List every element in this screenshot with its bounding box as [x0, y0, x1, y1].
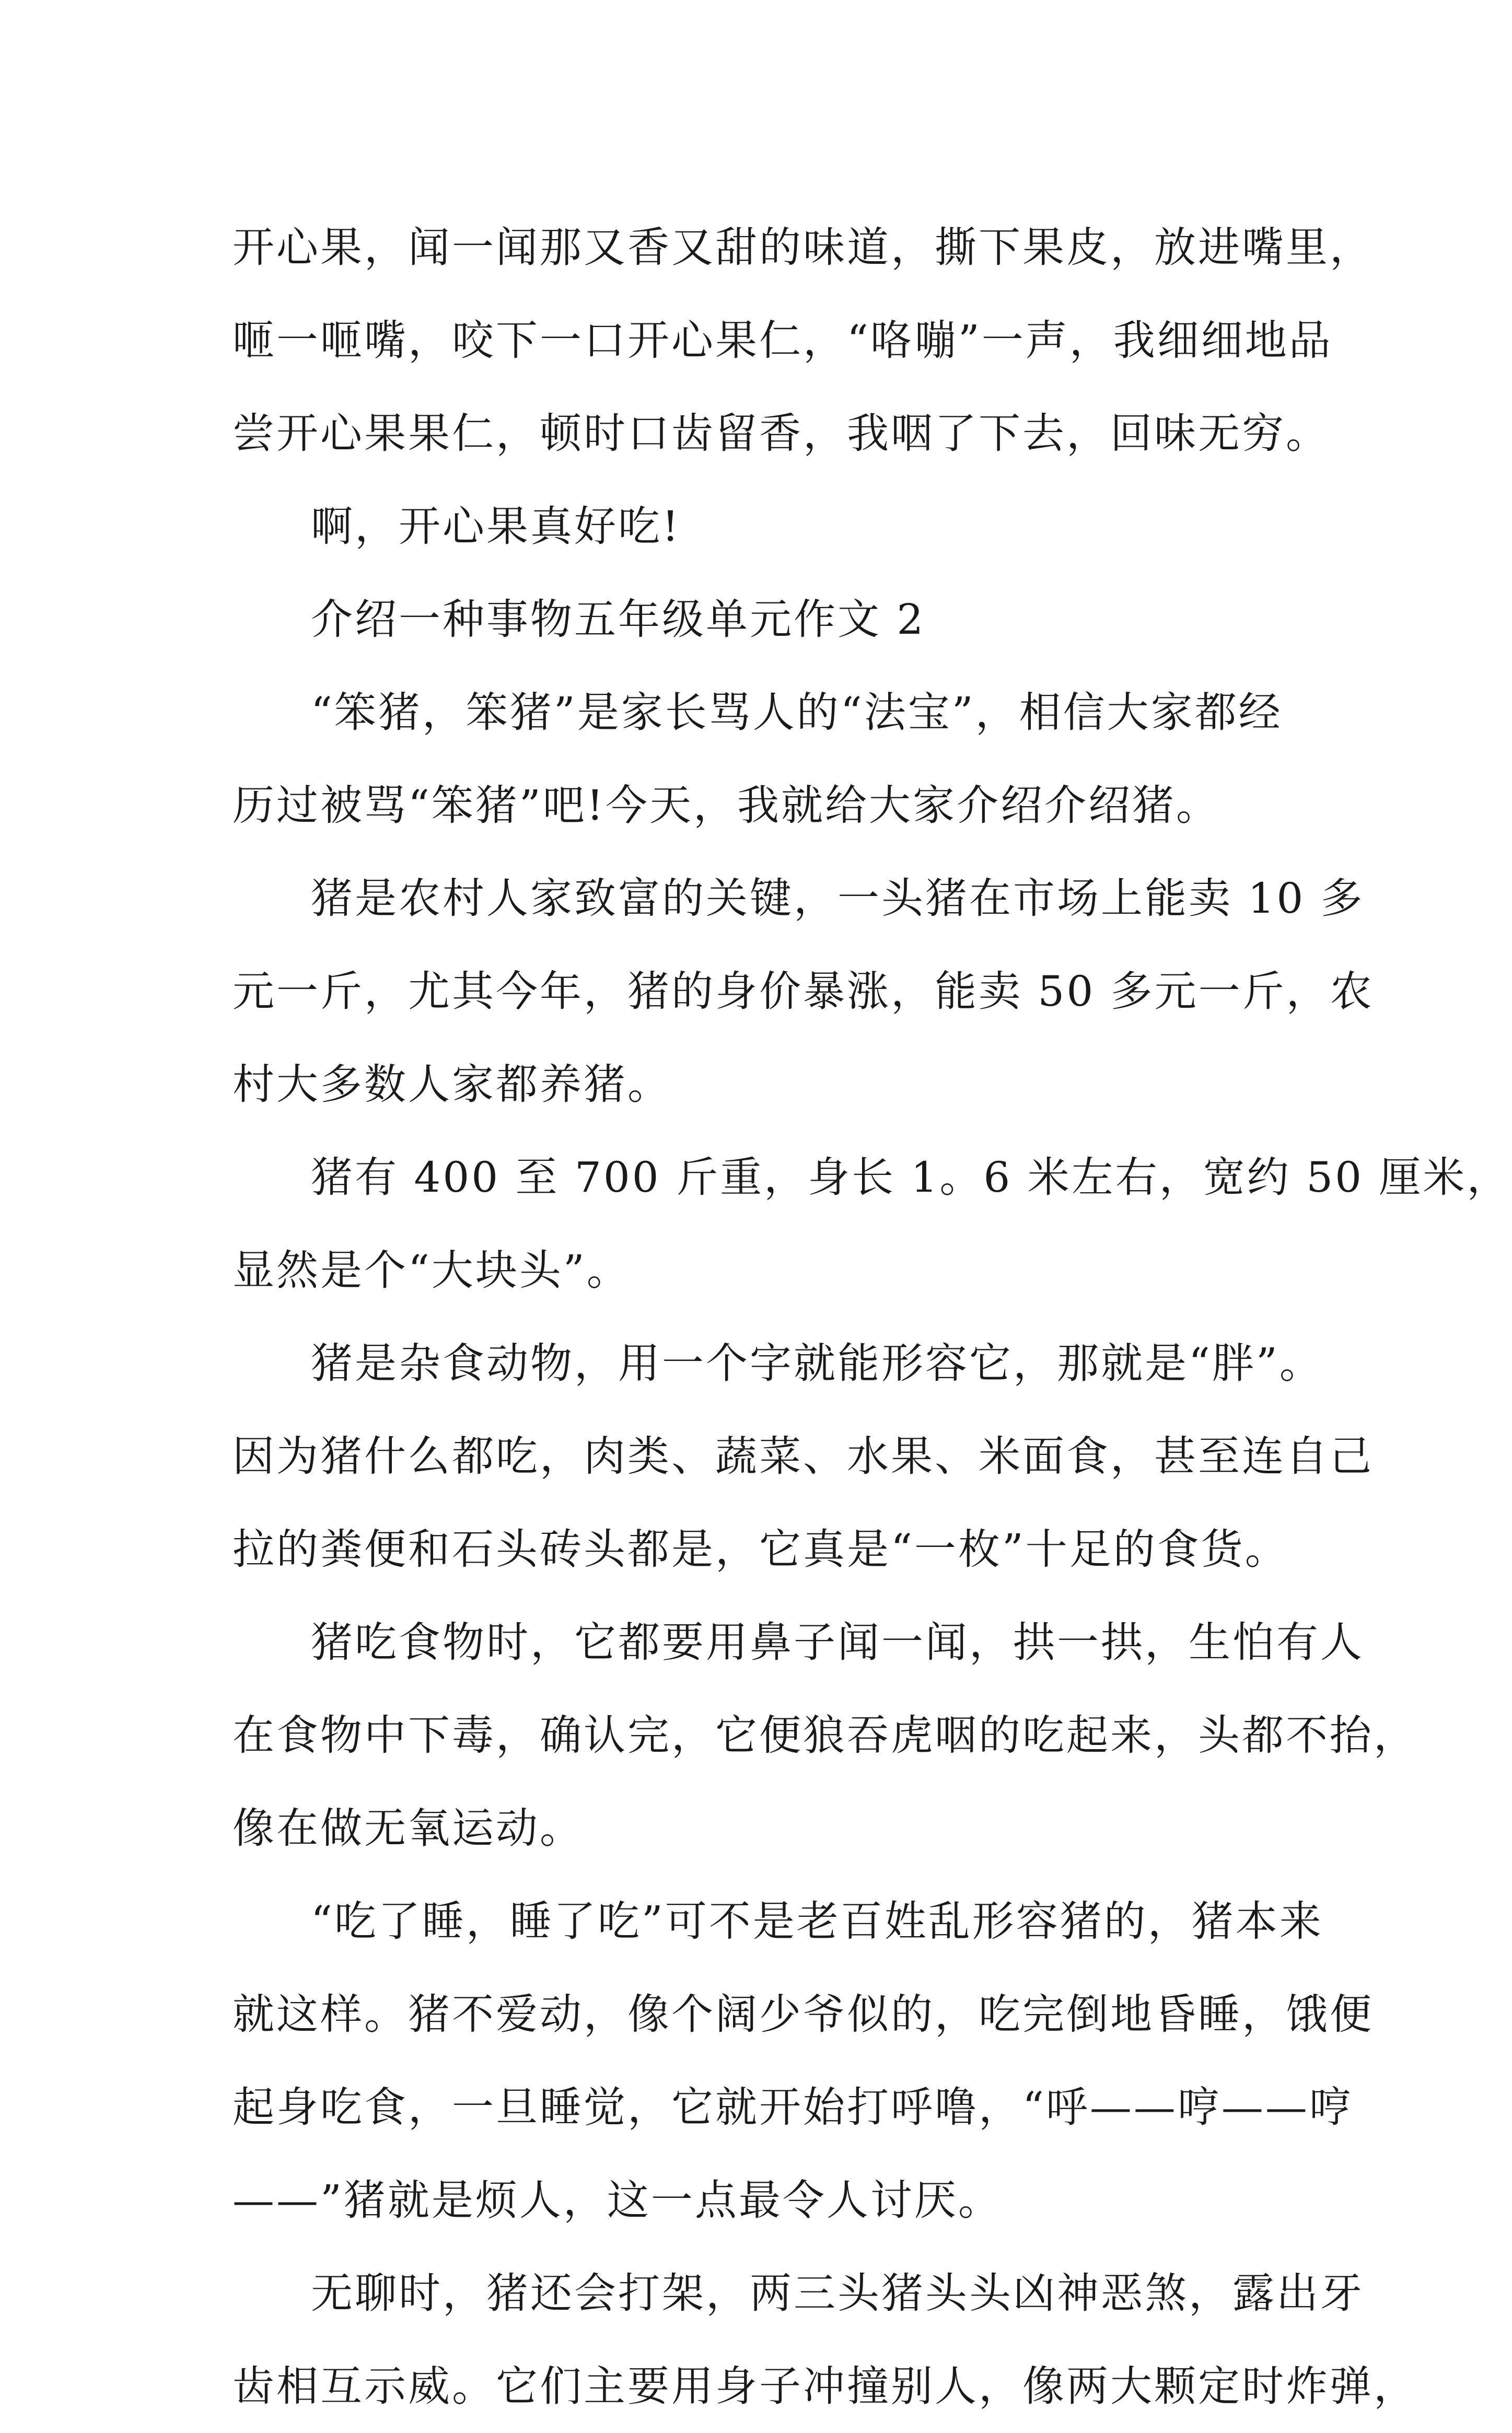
text-line-13: 猪是杂食动物，用一个字就能形容它，那就是“胖”。: [311, 1339, 1323, 1388]
text-line-7: 历过被骂“笨猪”吧!今天，我就给大家介绍介绍猪。: [232, 781, 1220, 830]
text-line-6: “笨猪，笨猪”是家长骂人的“法宝”，相信大家都经: [311, 688, 1283, 737]
essay-text: [232, 201, 1511, 2433]
text-line-11: 猪有 400 至 700 斤重，身长 1。6 米左右，宽约 50 厘米，: [311, 1153, 1511, 1202]
text-line-12: 显然是个“大块头”。: [232, 1246, 631, 1295]
text-line-23: 无聊时，猪还会打架，两三头猪头头凶神恶煞，露出牙: [311, 2269, 1364, 2318]
text-line-15: 拉的粪便和石头砖头都是，它真是“一枚”十足的食货。: [232, 1525, 1289, 1574]
text-line-4: 啊，开心果真好吃!: [311, 502, 681, 551]
text-line-19: “吃了睡，睡了吃”可不是老百姓乱形容猪的，猪本来: [311, 1897, 1323, 1946]
text-line-8: 猪是农村人家致富的关键，一头猪在市场上能卖 10 多: [311, 874, 1365, 923]
text-line-3: 尝开心果果仁，顿时口齿留香，我咽了下去，回味无穷。: [232, 409, 1330, 458]
text-line-18: 像在做无氧运动。: [232, 1804, 584, 1853]
text-line-10: 村大多数人家都养猪。: [232, 1060, 671, 1109]
text-line-20: 就这样。猪不爱动，像个阔少爷似的，吃完倒地昏睡，饿便: [232, 1990, 1374, 2039]
text-line-17: 在食物中下毒，确认完，它便狼吞虎咽的吃起来，头都不抬，: [232, 1711, 1417, 1760]
text-line-24: 齿相互示威。它们主要用身子冲撞别人，像两大颗定时炸弹，: [232, 2362, 1417, 2411]
text-line-22: ——”猪就是烦人，这一点最令人讨厌。: [232, 2176, 1002, 2225]
text-line-14: 因为猪什么都吃，肉类、蔬菜、水果、米面食，甚至连自己: [232, 1432, 1374, 1481]
text-line-1: 开心果，闻一闻那又香又甜的味道，撕下果皮，放进嘴里，: [232, 223, 1374, 272]
section-title: 介绍一种事物五年级单元作文 2: [311, 595, 926, 644]
text-line-2: 咂一咂嘴，咬下一口开心果仁，“咯嘣”一声，我细细地品: [232, 316, 1333, 365]
text-line-21: 起身吃食，一旦睡觉，它就开始打呼噜，“呼——哼——哼: [232, 2083, 1353, 2132]
text-line-9: 元一斤，尤其今年，猪的身价暴涨，能卖 50 多元一斤，农: [232, 967, 1374, 1016]
text-line-16: 猪吃食物时，它都要用鼻子闻一闻，拱一拱，生怕有人: [311, 1618, 1364, 1667]
